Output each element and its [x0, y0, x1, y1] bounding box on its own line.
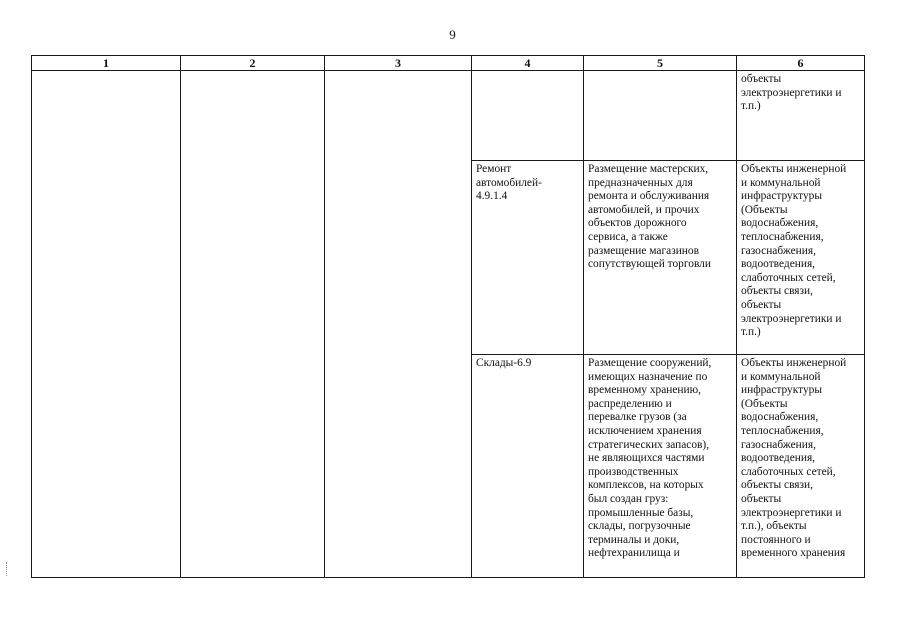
- description-cell: [584, 71, 737, 161]
- facilities-cell: [737, 355, 865, 578]
- use-type-cell: [472, 355, 584, 578]
- use-type-cell: [472, 71, 584, 161]
- facilities-text: Объекты инженерной и коммунальной инфраструктуры (Объекты водоснабжения, теплоснабжения, газоснабжения, водоотведения, слаботочных сетей, объекты связи, объекты электроэнергетики и т.п.), объекты постоянного и временного хранения: [741, 357, 847, 560]
- table-row: [32, 71, 865, 161]
- description-text: Размещение сооружений, имеющих назначение по временному хранению, распределению и перевалке грузов (за исключением хранения стратегических запасов), не являющихся частями производственных комплексов, на которых был создан груз: промышленные базы, склады, погрузочные терминалы и доки, нефтехранилища и: [588, 357, 712, 560]
- column-header-3: 3: [325, 56, 472, 71]
- facilities-cell: [737, 161, 865, 355]
- scan-margin-mark: [6, 562, 9, 576]
- column-header-6: 6: [737, 56, 865, 71]
- facilities-text: Объекты инженерной и коммунальной инфраструктуры (Объекты водоснабжения, теплоснабжения, газоснабжения, водоотведения, слаботочных сетей, объекты связи, объекты электроэнергетики и т.п.): [741, 163, 847, 339]
- use-type-text: Ремонт автомобилей- 4.9.1.4: [476, 163, 542, 203]
- facilities-text: объекты электроэнергетики и т.п.): [741, 73, 842, 113]
- table-header-row: [32, 56, 865, 71]
- use-type-cell: [472, 161, 584, 355]
- use-type-text: Склады-6.9: [476, 357, 532, 369]
- description-text: Размещение мастерских, предназначенных для ремонта и обслуживания автомобилей, и прочих объектов дорожного сервиса, а также размещение магазинов сопутствующей торговли: [588, 163, 711, 271]
- column-3-cell: [325, 71, 472, 578]
- column-2-cell: [181, 71, 325, 578]
- column-header-1: 1: [32, 56, 181, 71]
- column-1-cell: [32, 71, 181, 578]
- description-cell: [584, 161, 737, 355]
- column-header-5: 5: [584, 56, 737, 71]
- column-header-4: 4: [472, 56, 584, 71]
- description-cell: [584, 355, 737, 578]
- column-header-2: 2: [181, 56, 325, 71]
- zoning-table: [31, 55, 865, 578]
- page-number: 9: [449, 27, 456, 42]
- facilities-cell: [737, 71, 865, 161]
